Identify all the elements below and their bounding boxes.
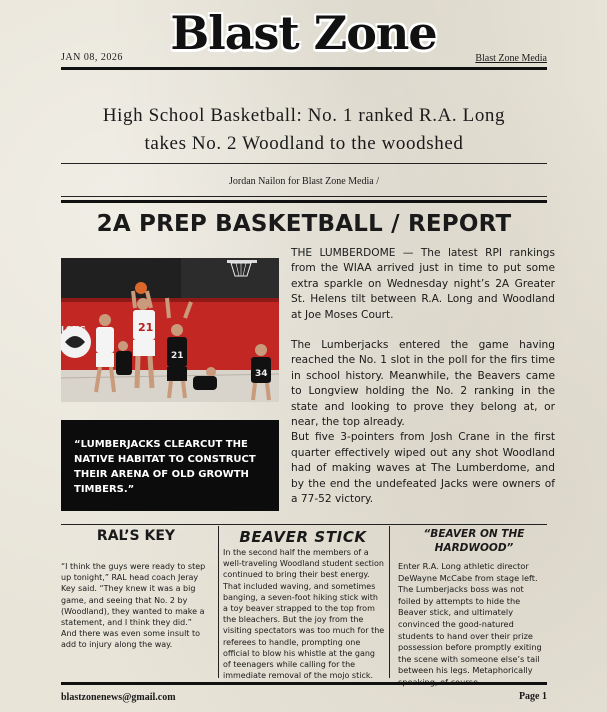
jersey-number-center: 21 xyxy=(138,321,154,334)
masthead-title: Blast Zone xyxy=(170,6,437,60)
wall-logo-text: LONG xyxy=(61,325,86,334)
article-paragraph-2: The Lumberjacks entered the game having reached the No. 1 slot in the poll for the firs time in school history. Meanwhile, the Beavers came to Longview holding the No. 2 ranking in the state and looking to prove they belong at, or near, the top already. xyxy=(291,339,555,429)
left-column-paragraph-1: “I think the guys were ready to step up tonight,” RAL head coach Jeray Key said. “They knew it was a big game, and seeing that No. 2 by (Woodland), they wanted to make a statement, and I think they did.” xyxy=(61,562,206,628)
jersey-number-right: 34 xyxy=(255,369,268,379)
left-column-body xyxy=(61,561,211,651)
left-column-paragraph-2: And there was even some insult to add to injury along the way. xyxy=(61,629,201,650)
headline-line-2: takes No. 2 Woodland to the woodshed xyxy=(144,133,464,154)
left-column-title: RAL’S KEY xyxy=(96,528,176,544)
byline: Jordan Nailon for Blast Zone Media / xyxy=(229,176,379,187)
column-divider-1 xyxy=(218,526,219,678)
masthead-media-link[interactable]: Blast Zone Media xyxy=(475,53,547,64)
columns-top-rule xyxy=(61,524,547,525)
basketball-photo xyxy=(61,258,279,402)
headline-rule xyxy=(61,163,547,164)
masthead-rule xyxy=(61,67,547,70)
article-headline xyxy=(61,102,547,158)
basketball-photo-illustration xyxy=(61,258,279,402)
pull-quote: “LUMBERJACKS CLEARCUT THE NATIVE HABITAT TO CONSTRUCT THEIR ARENA OF OLD GROWTH TIMBERS.” xyxy=(61,420,279,511)
footer-email-link[interactable]: blastzonenews@gmail.com xyxy=(61,692,176,703)
right-column-body: Enter R.A. Long athletic director DeWayne McCabe from stage left. The Lumberjacks boss was not foiled by attempts to hide the Beaver stick, and ultimately convinced the good-natured students to hand over their prize possession before promptly exiting the scene with someone else’s tail between his legs. Metaphorically xyxy=(398,561,542,676)
issue-date: JAN 08, 2026 xyxy=(61,52,123,63)
headline-line-1: High School Basketball: No. 1 ranked R.A. Long xyxy=(102,105,506,126)
byline-rule-bottom xyxy=(61,200,547,203)
article-body xyxy=(291,246,555,508)
middle-column-title: BEAVER STICK xyxy=(239,528,367,546)
right-column-title: “BEAVER ON THE HARDWOOD” xyxy=(423,528,525,554)
article-paragraph-1: THE LUMBERDOME — The latest RPI rankings from the WIAA arrived just in time to put some extra sparkle on Wednesday night’s 2A Greater St. Helens tilt between R.A. Long and Woodland at Joe Moses Court. xyxy=(291,247,555,321)
section-title: 2A PREP BASKETBALL / REPORT xyxy=(96,211,512,237)
column-divider-2 xyxy=(389,526,390,678)
byline-rule-top xyxy=(61,196,547,197)
page-number: Page 1 xyxy=(518,691,547,702)
svg-text:21: 21 xyxy=(171,351,184,361)
article-paragraph-3: But five 3-pointers from Josh Crane in the first quarter effectively wiped out any shot Woodland had of making waves at The Lumberdome, and by the end the undefeated Jacks were owners of a 77-52 victory. xyxy=(291,431,555,506)
middle-column-body: In the second half the members of a well-traveling Woodland student section continued to bring their best energy. That included waving, and sometimes banging, a seven-foot hiking stick with a toy beaver strapped to the top from the bleachers. But the joy from the visiting spectators was too much for the referees to handle, prompting one official to blow his whistle at the gang of teenagers while calling for the immediate removal of the mojo stick. xyxy=(223,548,385,681)
footer-rule xyxy=(61,682,547,685)
